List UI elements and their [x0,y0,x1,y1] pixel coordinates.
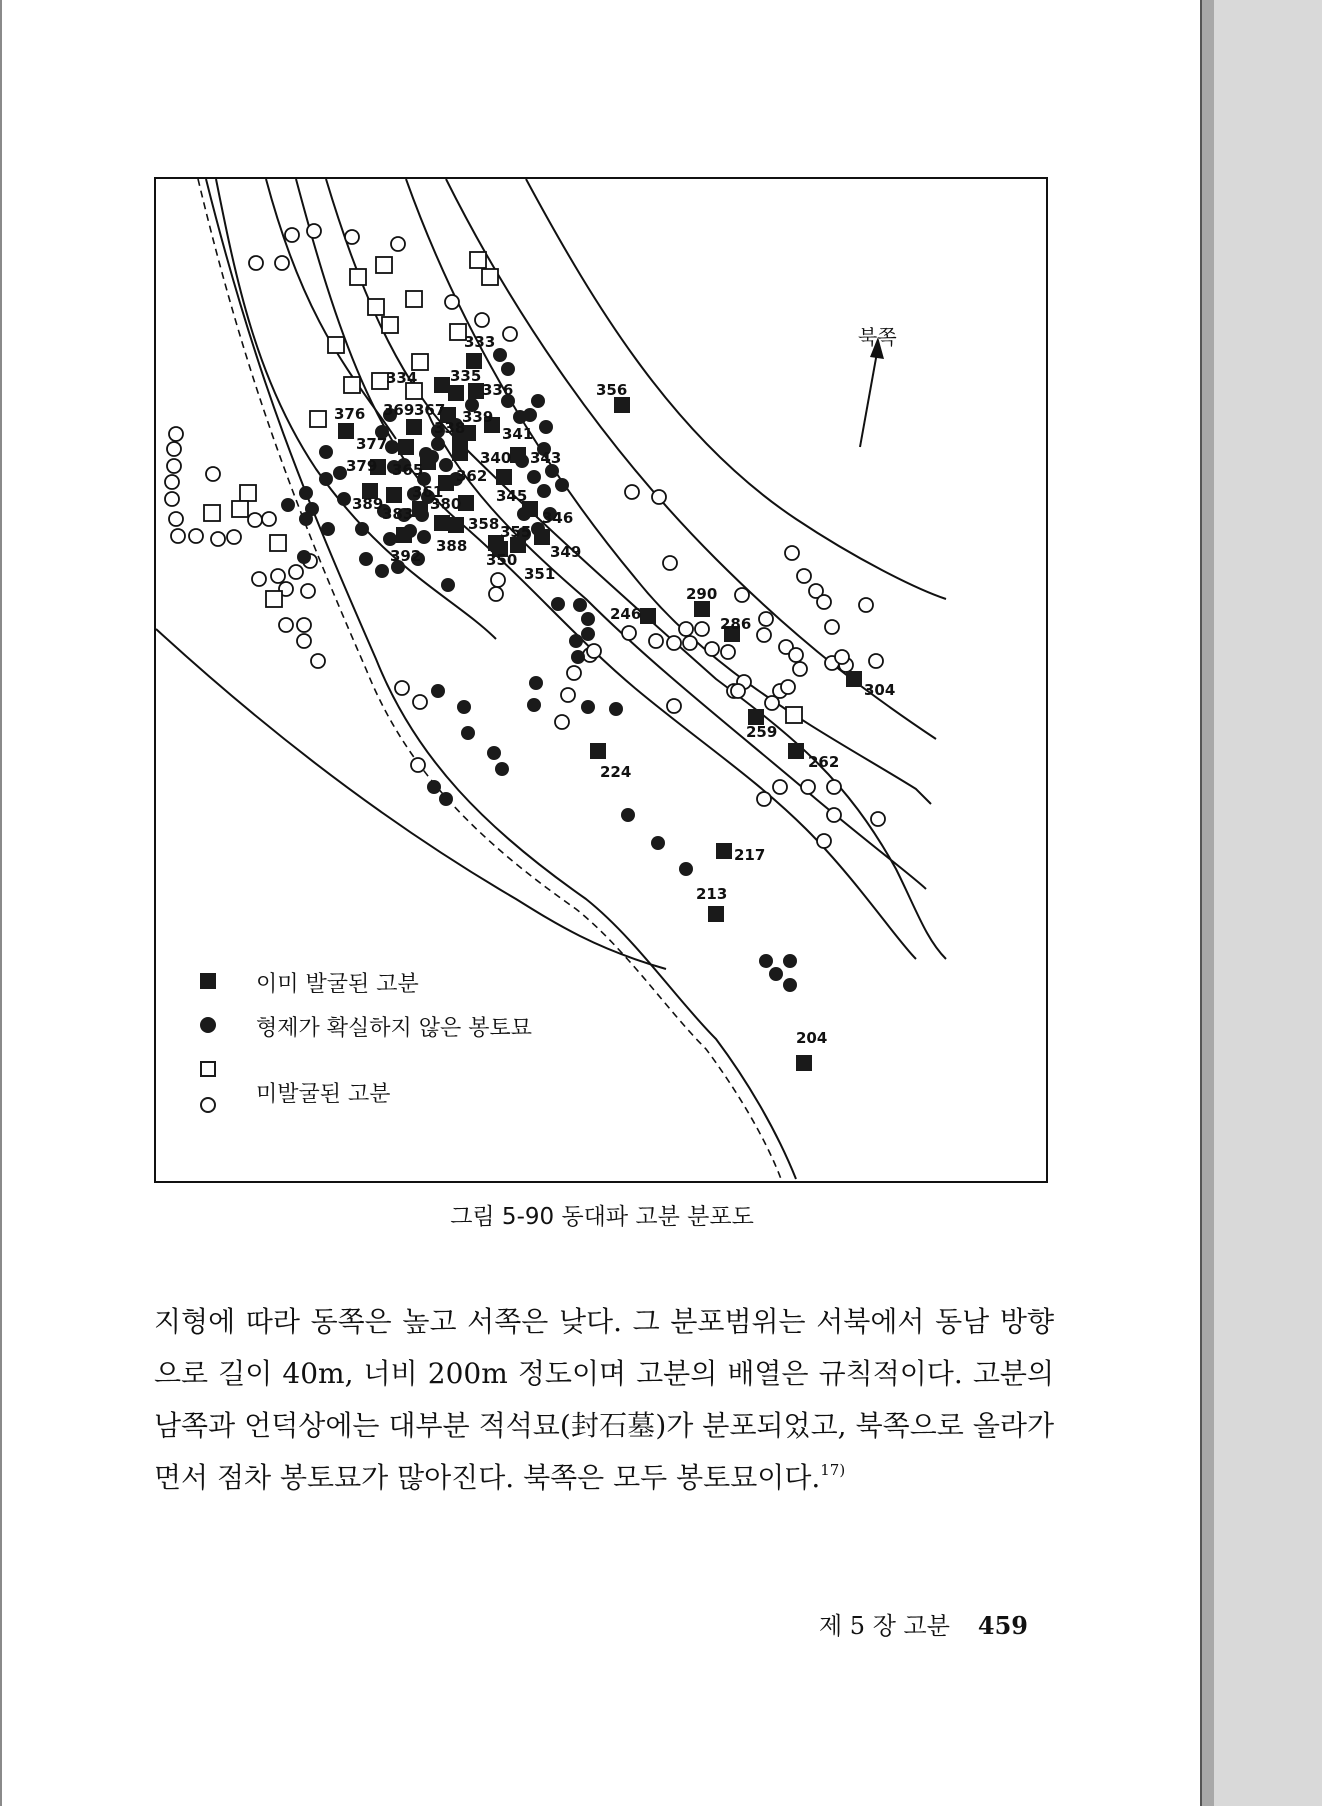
filled-square-marker [614,397,630,413]
open-circle-marker [395,681,409,695]
filled-circle-marker [573,598,587,612]
filled-square-marker [386,487,402,503]
open-circle-marker [765,696,779,710]
tomb-number-label: 350 [486,551,518,569]
open-circle-marker [413,695,427,709]
filled-square-marker [434,515,450,531]
filled-circle-marker [439,792,453,806]
open-circle-marker [801,780,815,794]
filled-circle-marker [375,564,389,578]
open-circle-marker [275,256,289,270]
filled-square-marker [448,517,464,533]
filled-circle-marker [527,698,541,712]
open-circle-marker [705,642,719,656]
open-circle-marker [827,780,841,794]
filled-circle-marker [527,470,541,484]
open-circle-marker [871,812,885,826]
filled-square-marker [796,1055,812,1071]
open-circle-icon [200,1097,216,1113]
open-circle-marker [652,490,666,504]
tomb-number-label: 259 [746,723,778,741]
open-circle-marker [271,569,285,583]
open-square-marker [412,354,428,370]
open-circle-marker [587,644,601,658]
legend-label: 미발굴된 고분 [256,1082,391,1107]
filled-square-marker [338,423,354,439]
open-circle-marker [827,808,841,822]
footnote-ref: 17) [820,1461,846,1479]
open-circle-marker [503,327,517,341]
tomb-number-label: 362 [456,467,488,485]
filled-square-marker [406,419,422,435]
tomb-number-label: 376 [334,405,366,423]
tomb-number-label: 340 [480,449,512,467]
north-arrow [860,337,884,447]
filled-circle-marker [529,676,543,690]
legend-label: 형제가 확실하지 않은 봉토묘 [256,1016,533,1041]
open-square-marker [310,411,326,427]
filled-circle-marker [297,550,311,564]
open-square-marker [266,591,282,607]
tomb-number-label: 367 [414,401,446,419]
filled-circle-marker [431,684,445,698]
open-circle-marker [165,475,179,489]
tomb-number-label: 380 [430,495,462,513]
page-footer [819,1606,1028,1641]
open-circle-marker [773,780,787,794]
filled-circle-marker [609,702,623,716]
filled-circle-marker [337,492,351,506]
filled-square-icon [200,973,216,989]
tomb-number-label: 388 [436,537,468,555]
open-circle-marker [227,530,241,544]
legend-item-excavated [200,969,620,999]
open-circle-marker [307,224,321,238]
open-circle-marker [167,442,181,456]
filled-square-marker [412,501,428,517]
contour-line [156,629,666,969]
filled-circle-marker [551,597,565,611]
chapter-title: 제 5 장 고분 [818,1612,950,1640]
filled-circle-marker [679,862,693,876]
north-label: 북쪽 [858,325,897,349]
open-circle-marker [817,595,831,609]
filled-square-marker [694,601,710,617]
open-circle-marker [869,654,883,668]
tomb-number-label: 217 [734,846,766,864]
open-square-marker [786,707,802,723]
filled-circle-marker [441,578,455,592]
open-circle-marker [667,699,681,713]
open-circle-marker [859,598,873,612]
tomb-number-label: 213 [696,885,728,903]
paragraph-text: 지형에 따라 동쪽은 높고 서쪽은 낮다. 그 분포범위는 서북에서 동남 방향으로 길이 40m, 너비 200m 정도이며 고분의 배열은 규칙적이다. 고분의 남쪽과 언덕상에는 대부분 적석묘(封石墓)가 분포되었고, 북쪽으로 올라가면서 점차 봉토묘가 많아진다. 북쪽은 모두 봉토묘이다. [154,1305,1054,1494]
open-square-marker [376,257,392,273]
open-circle-marker [167,459,181,473]
filled-circle-marker [537,484,551,498]
open-square-marker [368,299,384,315]
filled-circle-marker [439,458,453,472]
filled-square-marker [396,527,412,543]
filled-circle-marker [571,650,585,664]
tomb-number-label: 345 [496,487,528,505]
open-circle-marker [649,634,663,648]
open-circle-marker [297,618,311,632]
filled-square-marker [590,743,606,759]
tomb-number-label: 369 [383,401,415,419]
filled-square-marker [496,469,512,485]
filled-circle-marker [487,746,501,760]
open-square-marker [204,505,220,521]
open-square-marker [344,377,360,393]
filled-circle-marker [359,552,373,566]
open-square-marker [406,291,422,307]
filled-circle-marker [621,808,635,822]
open-circle-marker [345,230,359,244]
filled-circle-marker [501,362,515,376]
filled-square-marker [448,385,464,401]
open-square-marker [350,269,366,285]
open-circle-marker [171,529,185,543]
legend-label: 이미 발굴된 고분 [256,972,419,997]
page-number: 459 [977,1611,1028,1640]
open-circle-marker [211,532,225,546]
filled-circle-marker [305,502,319,516]
tomb-number-label: 333 [464,333,496,351]
filled-circle-marker [431,437,445,451]
tomb-number-label: 346 [542,509,574,527]
tomb-number-label: 365 [392,461,424,479]
open-circle-marker [165,492,179,506]
filled-circle-marker [523,408,537,422]
open-circle-marker [679,622,693,636]
filled-circle-marker [581,627,595,641]
body-paragraph [154,1296,1054,1504]
filled-circle-marker [319,445,333,459]
open-circle-marker [663,556,677,570]
contour-line [526,179,946,599]
filled-circle-marker [495,762,509,776]
open-circle-marker [411,758,425,772]
tomb-number-label: 246 [610,605,642,623]
filled-circle-marker [319,472,333,486]
tomb-number-label: 358 [468,515,500,533]
open-square-marker [240,485,256,501]
filled-circle-marker [569,634,583,648]
open-circle-marker [683,636,697,650]
open-circle-marker [835,650,849,664]
filled-square-marker [398,439,414,455]
open-circle-marker [721,645,735,659]
open-circle-marker [735,588,749,602]
tomb-number-label: 262 [808,753,840,771]
open-circle-marker [489,587,503,601]
tomb-number-label: 290 [686,585,718,603]
filled-circle-marker [383,532,397,546]
tomb-number-label: 349 [550,543,582,561]
open-circle-marker [206,467,220,481]
tomb-number-label: 224 [600,763,632,781]
page-edge [1200,0,1214,1806]
tomb-number-label: 338 [434,419,466,437]
open-circle-marker [555,715,569,729]
open-circle-marker [169,427,183,441]
open-circle-marker [297,634,311,648]
open-circle-marker [793,662,807,676]
filled-circle-marker [581,700,595,714]
open-circle-marker [817,834,831,848]
open-circle-marker [279,618,293,632]
open-circle-marker [391,237,405,251]
open-square-marker [328,337,344,353]
open-circle-marker [625,485,639,499]
open-square-marker [382,317,398,333]
open-circle-marker [757,628,771,642]
open-circle-marker [667,636,681,650]
filled-circle-marker [333,466,347,480]
filled-circle-marker [555,478,569,492]
filled-circle-marker [355,522,369,536]
open-square-marker [470,252,486,268]
filled-square-marker [452,445,468,461]
filled-square-marker [846,671,862,687]
open-circle-marker [757,792,771,806]
tomb-number-label: 339 [462,408,494,426]
tomb-number-label: 392 [390,547,422,565]
open-circle-marker [622,626,636,640]
filled-circle-marker [457,700,471,714]
open-circle-marker [248,513,262,527]
distribution-map [154,177,1048,1183]
filled-circle-marker [427,780,441,794]
filled-circle-marker [581,612,595,626]
tomb-number-label: 286 [720,615,752,633]
filled-square-marker [434,377,450,393]
tomb-number-label: 383 [382,505,414,523]
filled-circle-marker [321,522,335,536]
open-circle-marker [789,648,803,662]
tomb-number-label: 343 [530,449,562,467]
open-square-marker [232,501,248,517]
open-circle-marker [262,512,276,526]
open-circle-marker [695,622,709,636]
open-circle-marker [785,546,799,560]
filled-circle-marker [281,498,295,512]
filled-circle-marker [531,394,545,408]
open-circle-marker [445,295,459,309]
filled-circle-marker [783,978,797,992]
tomb-number-label: 356 [596,381,628,399]
open-circle-marker [301,584,315,598]
filled-circle-marker [769,967,783,981]
open-circle-marker [825,620,839,634]
filled-circle-icon [200,1017,216,1033]
tomb-number-label: 351 [524,565,556,583]
filled-square-marker [510,447,526,463]
filled-circle-marker [759,954,773,968]
open-square-marker [482,269,498,285]
open-square-marker [270,535,286,551]
legend-item-unexcavated [200,1082,620,1123]
tomb-number-label: 304 [864,681,896,699]
filled-circle-marker [783,954,797,968]
tomb-number-label: 335 [450,367,482,385]
filled-square-marker [708,906,724,922]
open-circle-marker [252,572,266,586]
open-circle-marker [249,256,263,270]
open-circle-marker [797,569,811,583]
filled-square-marker [788,743,804,759]
open-circle-marker [475,313,489,327]
filled-circle-marker [539,420,553,434]
open-circle-marker [285,228,299,242]
tomb-number-label: 355 [500,523,532,541]
open-circle-marker [567,666,581,680]
figure-caption: 그림 5-90 동대파 고분 분포도 [450,1204,754,1230]
filled-circle-marker [651,836,665,850]
filled-circle-marker [461,726,475,740]
open-circle-marker [311,654,325,668]
filled-circle-marker [417,530,431,544]
filled-square-marker [716,843,732,859]
open-circle-marker [781,680,795,694]
tomb-number-label: 336 [482,381,514,399]
open-circle-marker [189,529,203,543]
open-circle-marker [731,684,745,698]
filled-circle-marker [299,486,313,500]
tomb-number-label: 377 [356,435,388,453]
filled-square-marker [534,529,550,545]
legend-item-uncertain [200,1013,620,1043]
tomb-number-label: 361 [412,483,444,501]
open-circle-marker [759,612,773,626]
filled-square-marker [640,608,656,624]
tomb-number-label: 379 [346,457,378,475]
tomb-number-label: 341 [502,425,534,443]
tomb-number-label: 204 [796,1029,828,1047]
open-circle-marker [289,565,303,579]
open-square-icon [200,1061,216,1077]
tomb-number-label: 334 [386,369,418,387]
open-circle-marker [169,512,183,526]
open-circle-marker [561,688,575,702]
tomb-number-label: 389 [352,495,384,513]
open-circle-marker [491,573,505,587]
